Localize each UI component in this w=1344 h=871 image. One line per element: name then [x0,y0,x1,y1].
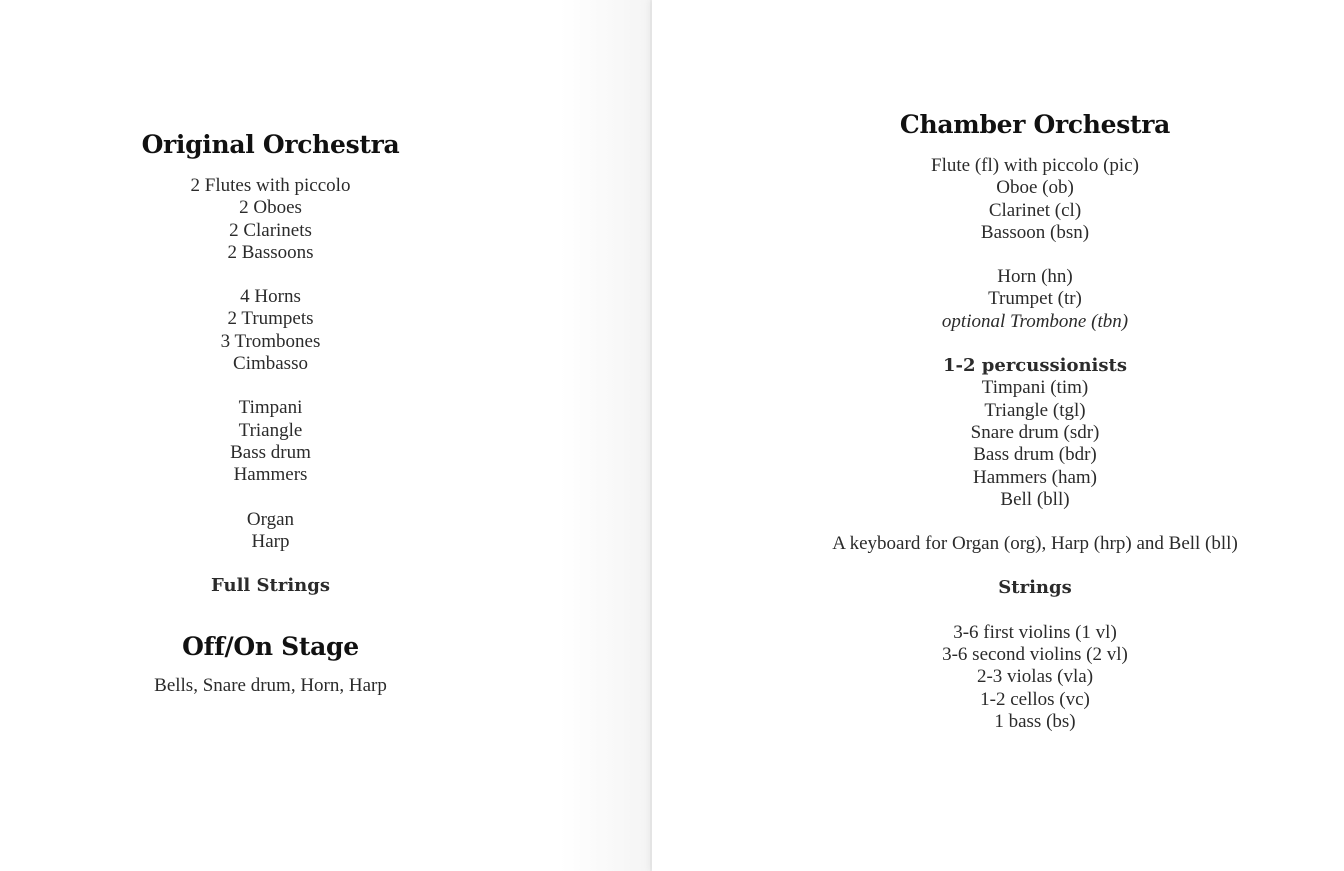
instrument-line: 3-6 second violins (2 vl) [942,644,1128,666]
instrument-line: Triangle (tgl) [984,399,1086,421]
instrument-line: Bass drum [230,441,311,463]
offstage-title: Off/On Stage [182,632,359,662]
instrument-line: Clarinet (cl) [988,199,1082,221]
offstage-instruments: Bells, Snare drum, Horn, Harp [154,675,387,697]
instrument-line: Bell (bll) [1000,488,1070,510]
chamber-percussion [725,355,1344,511]
original-keyboard [0,509,541,554]
original-brass [0,286,541,375]
chamber-woodwinds [725,155,1344,244]
instrument-line: 2-3 violas (vla) [976,666,1094,688]
instrument-line: Trumpet (tr) [988,288,1082,310]
instrument-line: Organ [246,508,295,530]
instrument-line: 4 Horns [240,286,301,308]
instrument-line: Bass drum (bdr) [973,444,1097,466]
instrument-line: 3 Trombones [220,330,321,352]
strings-heading: Strings [998,577,1072,599]
instrument-line: 2 Flutes with piccolo [190,175,351,196]
instrument-line: Hammers [233,464,308,486]
original-percussion [0,397,541,486]
instrument-line: Oboe (ob) [996,177,1074,199]
instrument-line: Timpani [238,397,303,419]
instrument-line: Snare drum (sdr) [970,421,1100,443]
chamber-orchestra-section [725,108,1344,733]
instrument-line: Bassoon (bsn) [980,221,1090,243]
instrument-line: Harp [251,530,290,552]
original-orchestra-title: Original Orchestra [141,130,400,159]
original-orchestra-section [0,128,541,698]
percussion-heading: 1-2 percussionists [943,355,1127,377]
original-woodwinds [0,175,541,264]
chamber-keyboard: A keyboard for Organ (org), Harp (hrp) and Bell (bll) [832,533,1238,555]
instrument-line: 3-6 first violins (1 vl) [953,621,1117,643]
instrument-line: Timpani (tim) [981,377,1089,399]
instrument-line: 1 bass (bs) [994,710,1076,732]
optional-trombone: optional Trombone (tbn) [941,310,1129,332]
instrument-line: Cimbasso [233,353,308,375]
original-strings: Full Strings [211,575,330,597]
chamber-brass [725,266,1344,333]
instrument-line: 2 Oboes [239,197,302,219]
instrument-line: Flute (fl) with piccolo (pic) [931,155,1139,176]
instrument-line: Hammers (ham) [973,466,1097,488]
chamber-orchestra-title: Chamber Orchestra [899,110,1171,139]
instrument-line: 2 Bassoons [227,241,314,263]
instrument-line: 2 Clarinets [229,219,312,241]
chamber-strings [725,622,1344,733]
instrument-line: 2 Trumpets [227,308,314,330]
instrument-line: Triangle [238,419,303,441]
instrument-line: 1-2 cellos (vc) [980,688,1090,710]
instrument-line: Horn (hn) [997,266,1073,288]
